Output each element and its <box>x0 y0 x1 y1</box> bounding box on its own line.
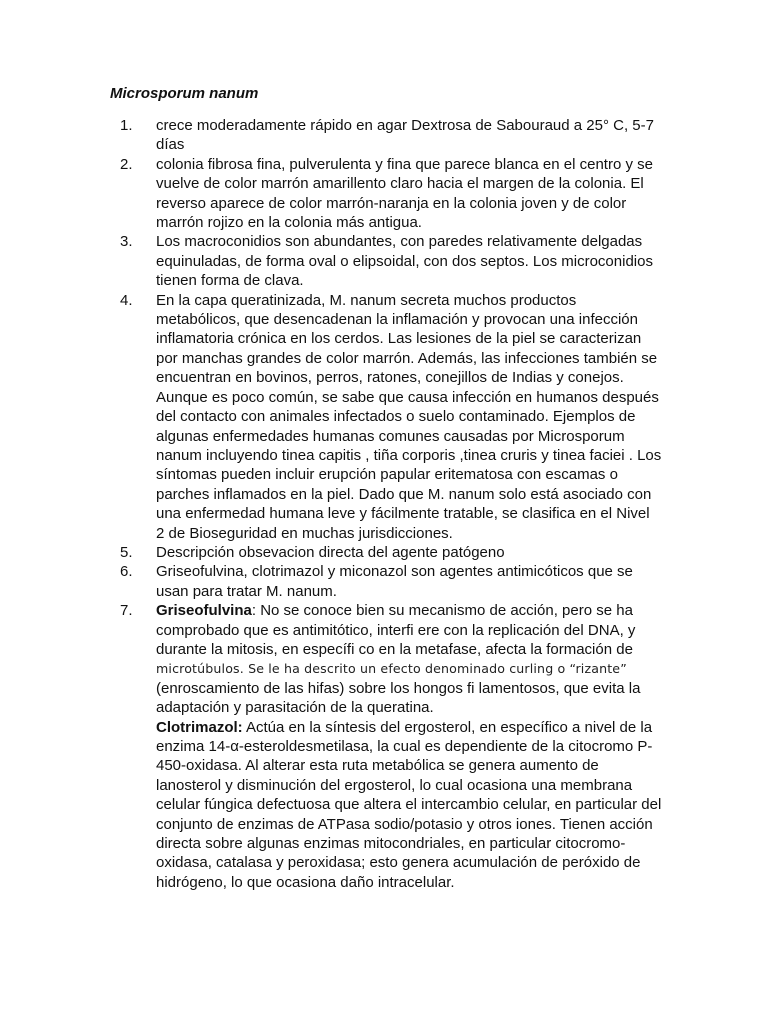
griseofulvina-text-end: (enroscamiento de las hifas) sobre los hongos fi lamentosos, que evita la adaptación y parasitación de la queratina. <box>156 679 641 717</box>
item-text: Los macroconidios son abundantes, con paredes relativamente delgadas equinuladas, de forma oval o elipsoidal, con dos septos. Los microconidios tienen forma de clava. <box>156 233 653 290</box>
clotrimazol-text: Actúa en la síntesis del ergosterol, en específico a nivel de la enzima 14-α-esteroldesmetilasa, la cual es dependiente de la citocromo P-450-oxidasa. Al alterar esta ruta metabólica se genera aumento de lanosterol y disminución del ergosterol, lo cual ocasiona una membrana celular fúngica defectuosa que altera el intercambio celular, en particular del conjunto de enzimas de ATPasa sodio/potasio y otros iones. Tienen acción directa sobre algunas enzimas mitocondriales, en particular citocromo-oxidasa, catalasa y peroxidasa; esto genera acumulación de peróxido de hidrógeno, lo que ocasiona daño intracelular. <box>156 718 662 891</box>
document-title: Microsporum nanum <box>110 85 259 102</box>
list-item <box>110 116 662 155</box>
item-text: colonia fibrosa fina, pulverulenta y fina que parece blanca en el centro y se vuelve de color marrón amarillento claro hacia el margen de la colonia. El reverso aparece de color marrón-naranja en la colonia joven y de color marrón rojizo en la colonia más antigua. <box>156 155 653 232</box>
list-item <box>110 291 662 543</box>
item-text: crece moderadamente rápido en agar Dextrosa de Sabouraud a 25° C, 5-7 días <box>156 117 654 154</box>
griseofulvina-text: : No se conoce bien su mecanismo de acción, pero se ha comprobado que es antimitótico, interfi ere con la replicación del DNA, y durante la mitosis, en específi co en la metafase, afecta la formación de <box>156 602 636 658</box>
item-number: 3. <box>120 233 133 251</box>
list-item <box>110 562 662 601</box>
list-item <box>110 543 662 562</box>
item-number: 1. <box>120 117 133 134</box>
griseofulvina-text-alt-font: microtúbulos. Se le ha descrito un efecto denominado curling o “rizante” <box>156 661 627 677</box>
clotrimazol-label: Clotrimazol: <box>156 718 243 736</box>
item-text: Descripción obsevacion directa del agente patógeno <box>156 543 505 561</box>
list-item <box>110 155 662 233</box>
item-number: 7. <box>120 602 133 620</box>
item-number: 2. <box>120 155 133 173</box>
clotrimazol-paragraph <box>156 718 662 893</box>
item-text: En la capa queratinizada, M. nanum secreta muchos productos metabólicos, que desencadenan la inflamación y provocan una infección inflamatoria crónica en los cerdos. Las lesiones de la piel se caracterizan por manchas grandes de color marrón. Además, las infecciones también se encuentran en bovinos, perros, ratones, conejillos de Indias y conejos. Aunque es poco común, se sabe que causa infección en humanos después del contacto con animales infectados o suelo contaminado. Ejemplos de algunas enfermedades humanas comunes causadas por Microsporum nanum incluyendo tinea capitis , tiña corporis ,tinea cruris y tinea faciei . Los síntomas pueden incluir erupción papular eritematosa con escamas o parches inflamados en la piel. Dado que M. nanum solo está asociado con una enfermedad humana leve y fácilmente tratable, se clasifica en el Nivel 2 de Bioseguridad en muchas jurisdicciones. <box>156 291 662 542</box>
griseofulvina-paragraph <box>156 601 662 717</box>
griseofulvina-label: Griseofulvina <box>156 602 252 620</box>
item-text: Griseofulvina, clotrimazol y miconazol son agentes antimicóticos que se usan para tratar M. nanum. <box>156 563 633 600</box>
numbered-list <box>110 116 662 892</box>
list-item <box>110 232 662 290</box>
item-number: 5. <box>120 543 133 561</box>
list-item <box>110 601 662 892</box>
item-number: 6. <box>120 563 133 581</box>
item-number: 4. <box>120 291 133 309</box>
